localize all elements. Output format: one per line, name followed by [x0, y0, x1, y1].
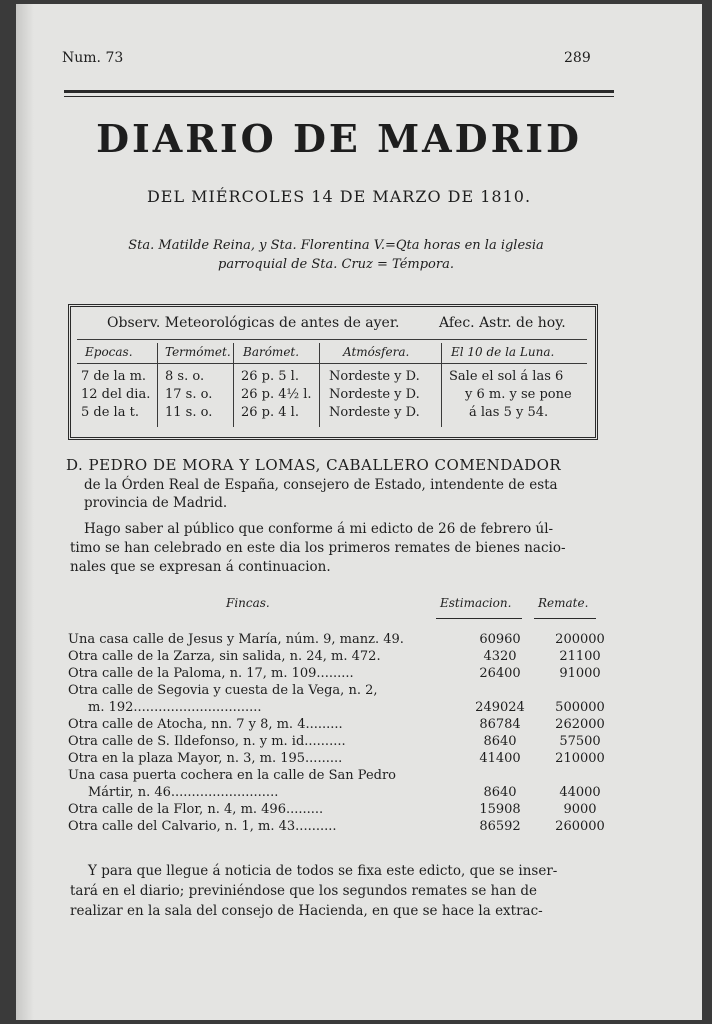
issue-date: DEL MIÉRCOLES 14 DE MARZO DE 1810. [146, 187, 532, 206]
table-row [68, 751, 608, 768]
remate-cell: 91000 [559, 666, 601, 681]
edict-heading: D. PEDRO DE MORA Y LOMAS, CABALLERO COMENDADOR [66, 456, 562, 474]
saints-line-2: parroquial de Sta. Cruz = Témpora. [218, 257, 454, 272]
finca-cell: m. 192............................... [88, 700, 262, 715]
edict-para-line-1: Hago saber al público que conforme á mi edicto de 26 de febrero úl- [84, 521, 554, 537]
edict-heading-line-3: provincia de Madrid. [84, 495, 228, 511]
weather-title: Observ. Meteorológicas de antes de ayer. [107, 315, 400, 331]
weather-table [68, 304, 598, 440]
saints-line-1: Sta. Matilde Reina, y Sta. Florentina V.=Qta horas en la iglesia [128, 238, 544, 253]
astro-cell: á las 5 y 54. [469, 405, 549, 420]
remate-cell: 500000 [555, 700, 605, 715]
estimacion-cell: 8640 [483, 785, 517, 800]
newspaper-page [16, 4, 702, 1020]
estimacion-cell: 86592 [479, 819, 521, 834]
col-luna: El 10 de la Luna. [451, 345, 555, 359]
table-row [68, 734, 608, 751]
col-atmosfera: Atmósfera. [343, 345, 410, 359]
estimacion-cell: 86784 [479, 717, 521, 732]
table-row [88, 700, 608, 717]
table-row [68, 819, 608, 836]
epoca-cell: 5 de la t. [81, 405, 139, 420]
col-divider [441, 343, 442, 427]
epoca-cell: 12 del dia. [81, 387, 151, 402]
table-row [68, 632, 608, 649]
estimacion-underline [436, 618, 522, 619]
finca-cell: Otra calle de S. Ildefonso, n. y m. id.......... [68, 734, 346, 749]
table-row [68, 802, 608, 819]
baro-cell: 26 p. 5 l. [241, 369, 299, 384]
finca-cell: Otra en la plaza Mayor, n. 3, m. 195......... [68, 751, 343, 766]
masthead-title: DIARIO DE MADRID [96, 116, 582, 161]
finca-cell: Otra calle de Segovia y cuesta de la Vega, n. 2, [68, 683, 378, 698]
col-epocas: Epocas. [85, 345, 133, 359]
estimacion-cell: 41400 [479, 751, 521, 766]
edict-heading-line-2: de la Órden Real de España, consejero de Estado, intendente de esta [84, 477, 558, 493]
finca-cell: Otra calle del Calvario, n. 1, m. 43.......... [68, 819, 337, 834]
remate-underline [534, 618, 596, 619]
header-rule-thick [64, 90, 614, 93]
remate-cell: 262000 [555, 717, 605, 732]
table-row [68, 649, 608, 666]
atmos-cell: Nordeste y D. [329, 369, 420, 384]
table-row [68, 666, 608, 683]
issue-number: Num. 73 [62, 50, 124, 66]
estimacion-cell: 60960 [479, 632, 521, 647]
remate-cell: 200000 [555, 632, 605, 647]
weather-rule-top [77, 339, 587, 340]
estimacion-cell: 15908 [479, 802, 521, 817]
col-termometro: Termómet. [165, 345, 231, 359]
closing-line-1: Y para que llegue á noticia de todos se fixa este edicto, que se inser- [88, 863, 558, 879]
col-divider [157, 343, 158, 427]
finca-cell: Otra calle de la Flor, n. 4, m. 496......... [68, 802, 324, 817]
edict-para-line-2: timo se han celebrado en este dia los primeros remates de bienes nacio- [70, 540, 566, 556]
page-number: 289 [564, 50, 591, 66]
finca-cell: Una casa calle de Jesus y María, núm. 9, manz. 49. [68, 632, 404, 647]
remate-cell: 9000 [563, 802, 597, 817]
table-row [68, 683, 608, 700]
epoca-cell: 7 de la m. [81, 369, 147, 384]
astro-cell: y 6 m. y se pone [465, 387, 572, 402]
table-row [68, 768, 608, 785]
termo-cell: 11 s. o. [165, 405, 213, 420]
finca-cell: Una casa puerta cochera en la calle de San Pedro [68, 768, 396, 783]
table-row [88, 785, 608, 802]
remate-cell: 260000 [555, 819, 605, 834]
finca-cell: Otra calle de Atocha, nn. 7 y 8, m. 4......... [68, 717, 343, 732]
astro-title: Afec. Astr. de hoy. [439, 315, 566, 331]
remate-cell: 57500 [559, 734, 601, 749]
estimacion-cell: 4320 [483, 649, 517, 664]
edict-para-line-3: nales que se expresan á continuacion. [70, 559, 331, 575]
closing-line-3: realizar en la sala del consejo de Hacienda, en que se hace la extrac- [70, 903, 543, 919]
finca-cell: Otra calle de la Zarza, sin salida, n. 24, m. 472. [68, 649, 381, 664]
header-rule-thin [64, 96, 614, 97]
col-barometro: Barómet. [243, 345, 300, 359]
remate-cell: 21100 [559, 649, 601, 664]
finca-cell: Mártir, n. 46.......................... [88, 785, 279, 800]
termo-cell: 8 s. o. [165, 369, 205, 384]
termo-cell: 17 s. o. [165, 387, 213, 402]
weather-rule-mid [77, 363, 587, 364]
closing-line-2: tará en el diario; previniéndose que los segundos remates se han de [70, 883, 538, 899]
table-row [68, 717, 608, 734]
estimacion-cell: 249024 [475, 700, 525, 715]
col-fincas: Fincas. [226, 596, 270, 610]
atmos-cell: Nordeste y D. [329, 387, 420, 402]
col-remate: Remate. [538, 596, 589, 610]
remate-cell: 44000 [559, 785, 601, 800]
baro-cell: 26 p. 4½ l. [241, 387, 312, 402]
col-divider [319, 343, 320, 427]
astro-cell: Sale el sol á las 6 [449, 369, 564, 384]
atmos-cell: Nordeste y D. [329, 405, 420, 420]
finca-cell: Otra calle de la Paloma, n. 17, m. 109......... [68, 666, 354, 681]
baro-cell: 26 p. 4 l. [241, 405, 299, 420]
col-estimacion: Estimacion. [440, 596, 512, 610]
remate-cell: 210000 [555, 751, 605, 766]
saints-of-day [76, 236, 596, 274]
estimacion-cell: 26400 [479, 666, 521, 681]
col-divider [233, 343, 234, 427]
estimacion-cell: 8640 [483, 734, 517, 749]
